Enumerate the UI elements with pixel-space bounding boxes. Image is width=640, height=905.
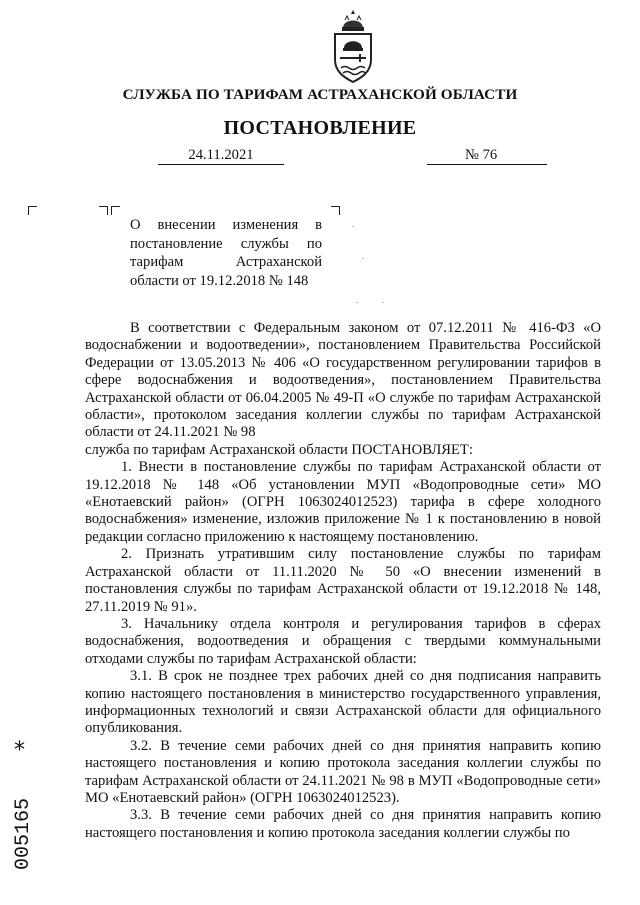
- body-item-3-3: 3.3. В течение семи рабочих дней со дня принятия направить копию настоящего постановления и копию протокола заседания коллегии службы по: [85, 807, 601, 841]
- body-item-2: 2. Признать утратившим силу постановление службы по тарифам Астраханской области от 11.11.2020 № 50 «О внесении изменений в постановления службы по тарифам Астраханской области от 19.12.2018 № 148, 27.11.2019 № 91».: [85, 546, 601, 615]
- corner-mark-subject-right: [331, 206, 340, 215]
- document-body: [85, 320, 601, 842]
- coat-of-arms-icon: [329, 8, 377, 84]
- document-type-title: ПОСТАНОВЛЕНИЕ: [223, 117, 417, 139]
- body-item-3-1: 3.1. В срок не позднее трех рабочих дней со дня подписания направить копию настоящего постановления в министерство государственного управления, информационных технологий и связи Астраханской области для официального опубликования.: [85, 668, 601, 737]
- scan-speck: [362, 258, 364, 259]
- document-date: 24.11.2021: [158, 147, 284, 165]
- document-number: [427, 147, 547, 165]
- agency-name: СЛУЖБА ПО ТАРИФАМ АСТРАХАНСКОЙ ОБЛАСТИ: [122, 86, 518, 103]
- subject-line: области от 19.12.2018 № 148: [130, 272, 309, 289]
- subject-line: постановление службы по: [130, 235, 322, 252]
- corner-mark-left: [28, 206, 37, 215]
- document-number-text: № 76: [465, 147, 498, 163]
- body-preamble: В соответствии с Федеральным законом от 07.12.2011 № 416-ФЗ «О водоснабжении и водоотведении», постановлением Правительства Российской Федерации от 13.05.2013 № 406 «О государственном регулировании тарифов в сфере водоснабжения и водоотведения», постановлением Правительства Астраханской области от 06.04.2005 № 49-П «О службе по тарифам Астраханской области», протоколом заседания коллегии службы по тарифам Астраханской области от 24.11.2021 № 98: [85, 320, 601, 441]
- scan-speck: [382, 302, 384, 303]
- scan-speck: [356, 302, 358, 303]
- stamp-star: *: [14, 738, 25, 763]
- scan-speck: [352, 226, 354, 227]
- body-item-3: 3. Начальнику отдела контроля и регулирования тарифов в сферах водоснабжения, водоотведения и обращения с твердыми коммунальными отходами службы по тарифам Астраханской области:: [85, 615, 601, 667]
- stamp-number: 005165: [12, 797, 35, 870]
- corner-mark-subject-left-a: [99, 206, 108, 215]
- subject-line: тарифам Астраханской: [130, 254, 322, 270]
- subject-line: О внесении изменения в: [130, 217, 322, 233]
- body-item-3-2: 3.2. В течение семи рабочих дней со дня принятия направить копию настоящего постановления и копию протокола заседания коллегии службы по тарифам Астраханской области от 24.11.2021 № 98 в МУП «Водопроводные сети» МО «Енотаевский район» (ОГРН 1063024012523).: [85, 737, 601, 806]
- body-item-1: 1. Внести в постановление службы по тарифам Астраханской области от 19.12.2018 № 148 «Об установлении МУП «Водопроводные сети» МО «Енотаевский район» (ОГРН 1063024012523) тарифа в сфере холодного водоснабжения» изменение, изложив приложение № 1 к постановлению в новой редакции согласно приложению к настоящему постановлению.: [85, 459, 601, 545]
- document-subject: [130, 216, 322, 290]
- registration-stamp: [10, 740, 38, 870]
- corner-mark-subject-left-b: [111, 206, 120, 215]
- body-resolves: служба по тарифам Астраханской области ПОСТАНОВЛЯЕТ:: [85, 441, 473, 458]
